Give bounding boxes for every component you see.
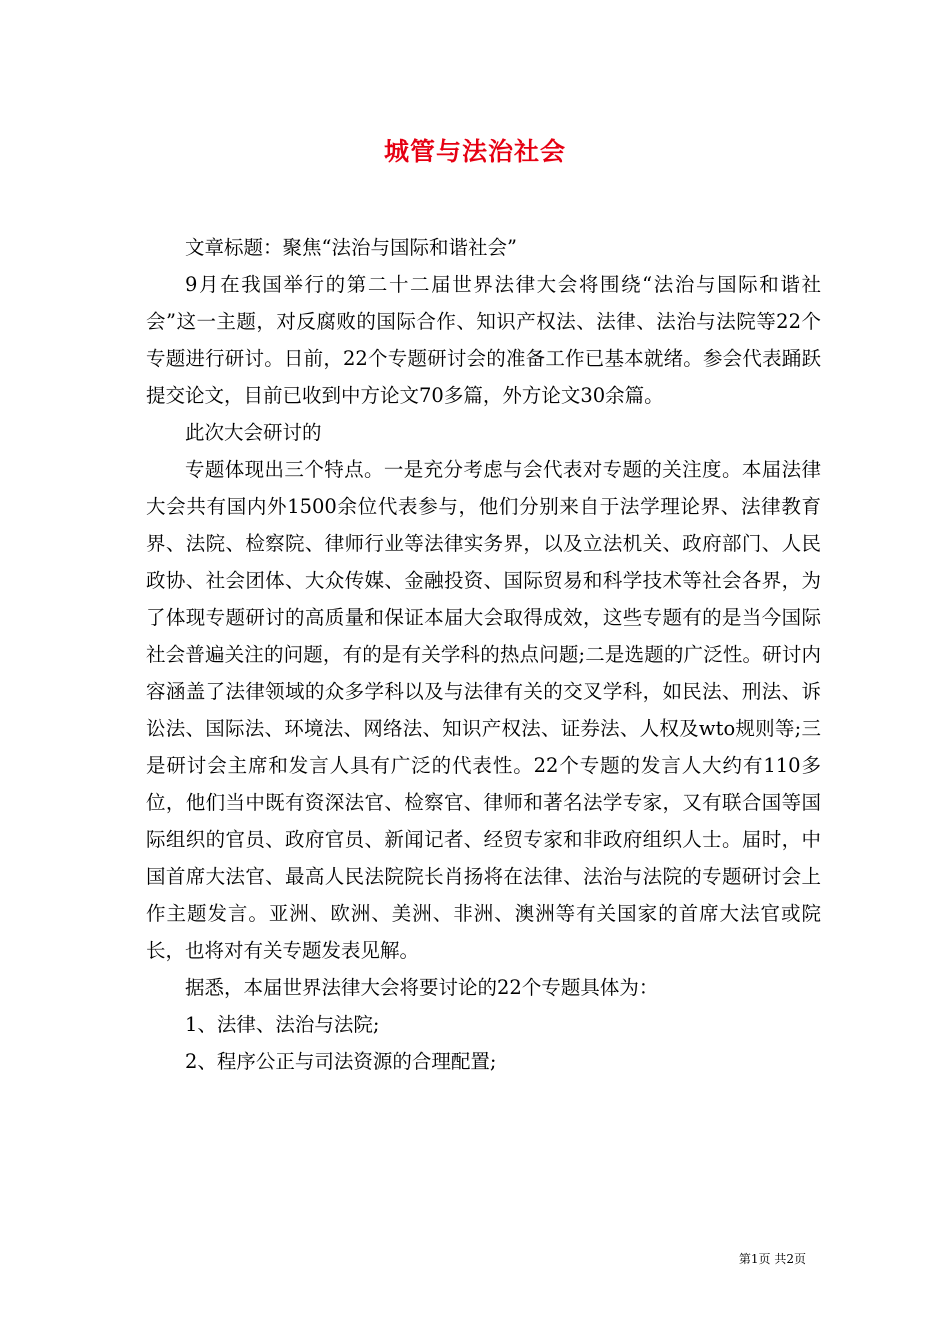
page-number-footer: 第1页 共2页 — [738, 1252, 806, 1266]
document-body — [146, 229, 821, 1080]
article-heading-paragraph: 文章标题：聚焦“法治与国际和谐社会” — [185, 236, 517, 259]
list-item: 2、程序公正与司法资源的合理配置; — [185, 1050, 497, 1073]
list-item: 1、法律、法治与法院; — [185, 1013, 380, 1036]
body-paragraph: 9月在我国举行的第二十二届世界法律大会将围绕“法治与国际和谐社会”这一主题，对反腐败的国际合作、知识产权法、法律、法治与法院等22个专题进行研讨。日前，22个专题研讨会的准备工作已基本就绪。参会代表踊跃提交论文，目前已收到中方论文70多篇，外方论文30余篇。 — [146, 273, 821, 407]
body-paragraph: 据悉，本届世界法律大会将要讨论的22个专题具体为： — [185, 976, 659, 999]
document-title: 城管与法治社会 — [383, 137, 566, 166]
body-paragraph: 专题体现出三个特点。一是充分考虑与会代表对专题的关注度。本届法律大会共有国内外1500余位代表参与，他们分别来自于法学理论界、法律教育界、法院、检察院、律师行业等法律实务界，以及立法机关、政府部门、人民政协、社会团体、大众传媒、金融投资、国际贸易和科学技术等社会各界，为了体现专题研讨的高质量和保证本届大会取得成效，这些专题有的是当今国际社会普遍关注的问题，有的是有关学科的热点问题;二是选题的广泛性。研讨内容涵盖了法律领域的众多学科以及与法律有关的交叉学科，如民法、刑法、诉讼法、国际法、环境法、网络法、知识产权法、证券法、人权及wto规则等;三是研讨会主席和发言人具有广泛的代表性。22个专题的发言人大约有110多位，他们当中既有资深法官、检察官、律师和著名法学专家，又有联合国等国际组织的官员、政府官员、新闻记者、经贸专家和非政府组织人士。届时，中国首席大法官、最高人民法院院长肖扬将在法律、法治与法院的专题研讨会上作主题发言。亚洲、欧洲、美洲、非洲、澳洲等有关国家的首席大法官或院长，也将对有关专题发表见解。 — [146, 458, 821, 962]
body-paragraph: 此次大会研讨的 — [185, 421, 322, 444]
